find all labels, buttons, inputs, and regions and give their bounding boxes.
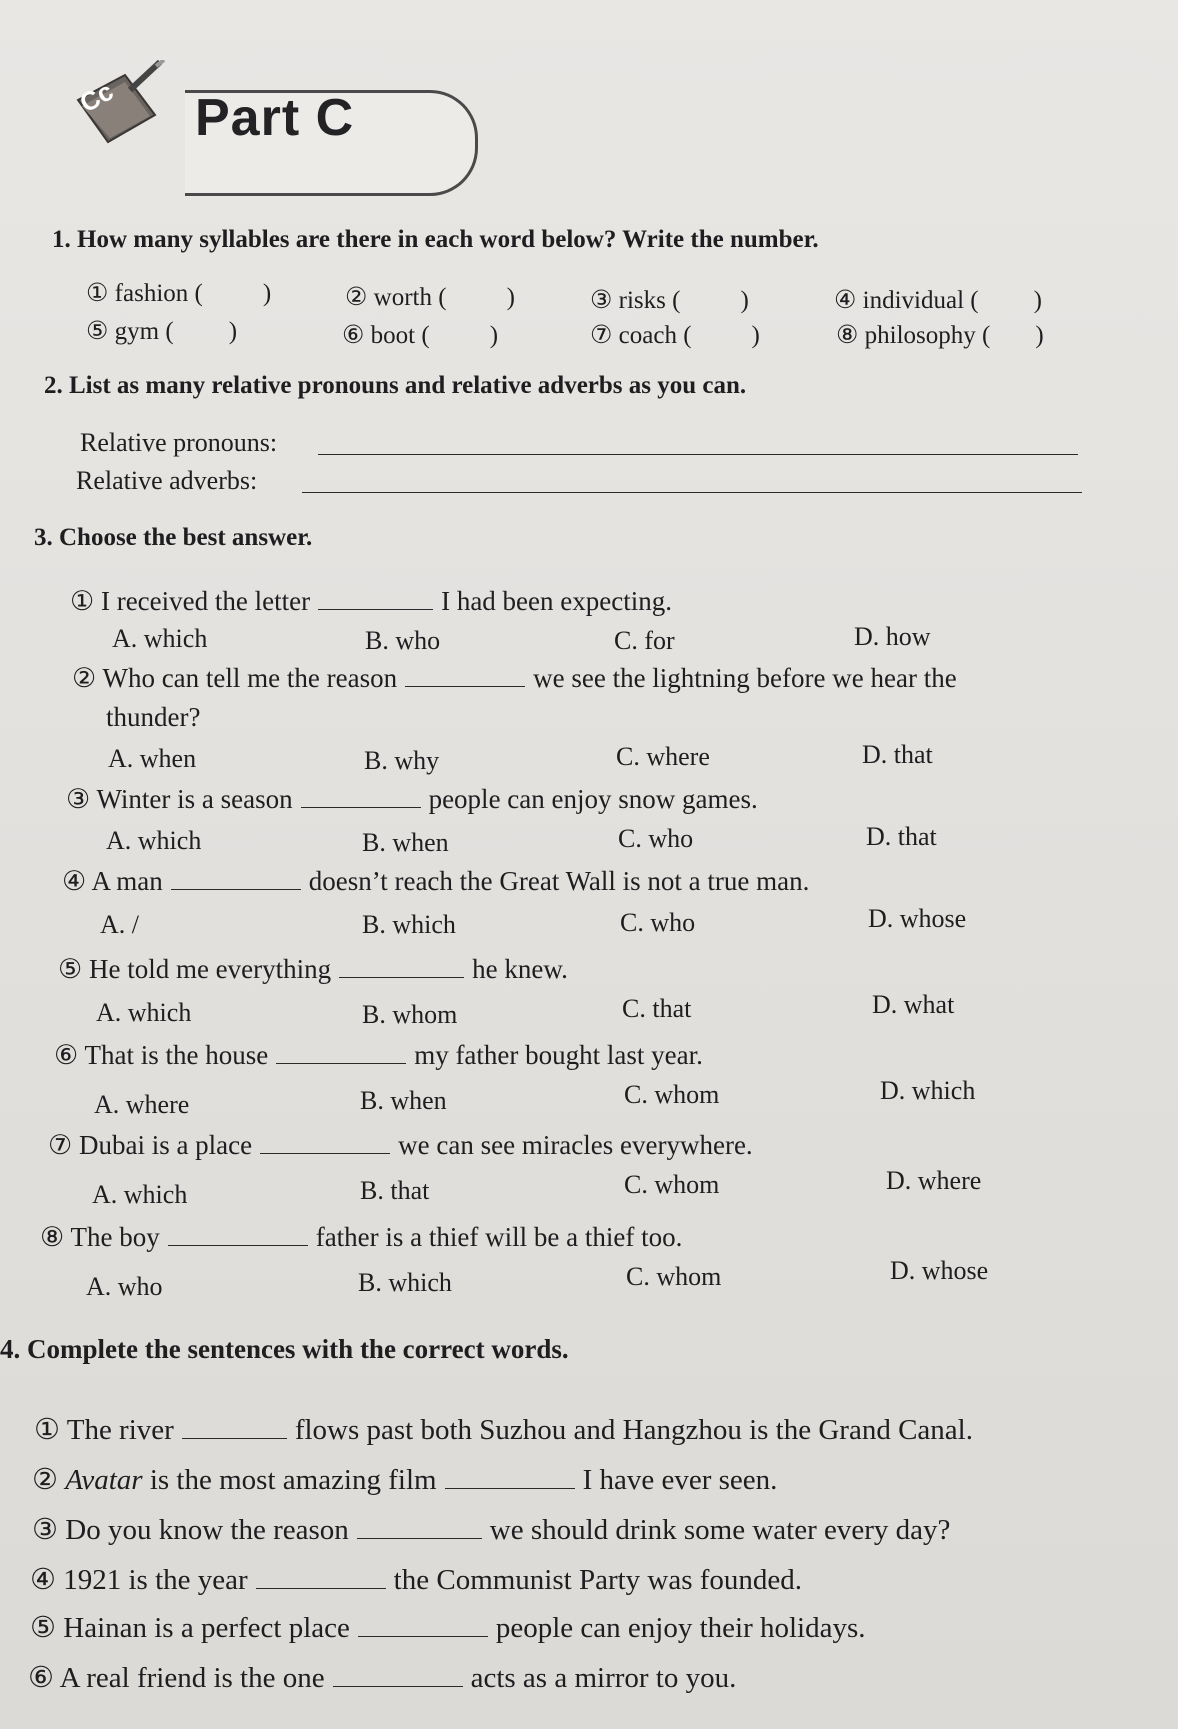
q3-question-2: ② Who can tell me the reason we see the lightning before we hear the — [72, 663, 957, 693]
q4-sentence-6: ⑥ A real friend is the one acts as a mirror to you. — [28, 1662, 737, 1694]
answer-blank[interactable] — [333, 1685, 463, 1687]
q3-title: 3. Choose the best answer. — [34, 524, 313, 551]
q1-item-7: ⑦ coach ( ) — [590, 322, 760, 349]
q3-question-6: ⑥ That is the house my father bought last year. — [54, 1040, 703, 1070]
q4-sentence-5: ⑤ Hainan is a perfect place people can enjoy their holidays. — [30, 1612, 866, 1644]
option-b[interactable]: B. which — [358, 1268, 452, 1297]
q2-title: 2. List as many relative pronouns and relative adverbs as you can. — [44, 372, 747, 399]
relative-adverbs-label: Relative adverbs: — [76, 466, 258, 495]
answer-blank[interactable] — [276, 1062, 406, 1064]
option-d[interactable]: D. how — [854, 622, 931, 651]
q1-row-1: ① fashion ( ) — [86, 280, 272, 307]
q3-question-4: ④ A man doesn’t reach the Great Wall is not a true man. — [62, 866, 810, 896]
option-a[interactable]: A. / — [100, 910, 139, 939]
answer-blank[interactable] — [405, 685, 525, 687]
option-d[interactable]: D. where — [886, 1166, 982, 1195]
page-title: Part C — [195, 89, 355, 147]
q1-item-2: ② worth ( ) — [345, 284, 515, 311]
q4-sentence-2: ② Avatar is the most amazing film I have ever seen. — [32, 1464, 778, 1496]
part-badge: Cc — [74, 75, 119, 119]
option-d[interactable]: D. that — [862, 740, 933, 769]
answer-blank[interactable] — [357, 1537, 482, 1539]
answer-blank[interactable] — [301, 806, 421, 808]
option-c[interactable]: C. who — [618, 824, 694, 853]
q1-item: ① fashion ( — [86, 280, 203, 307]
answer-blank[interactable] — [358, 1635, 488, 1637]
q3-question-5: ⑤ He told me everything he knew. — [58, 954, 568, 984]
q1-item-3: ③ risks ( ) — [590, 287, 749, 314]
option-d[interactable]: D. whose — [890, 1256, 989, 1285]
option-c[interactable]: C. who — [620, 908, 696, 937]
answer-blank[interactable] — [168, 1244, 308, 1246]
option-c[interactable]: C. whom — [626, 1262, 722, 1291]
answer-blank[interactable] — [445, 1487, 575, 1489]
answer-blank[interactable] — [182, 1437, 287, 1439]
option-b[interactable]: B. when — [362, 828, 449, 857]
option-b[interactable]: B. why — [364, 746, 440, 775]
option-a[interactable]: A. who — [86, 1272, 163, 1301]
q1-title: 1. How many syllables are there in each word below? Write the number. — [52, 226, 819, 253]
q1-item-5: ⑤ gym ( ) — [86, 318, 238, 345]
q4-sentence-3: ③ Do you know the reason we should drink some water every day? — [32, 1514, 951, 1546]
option-c[interactable]: C. whom — [624, 1170, 720, 1199]
option-b[interactable]: B. whom — [362, 1000, 458, 1029]
option-c[interactable]: C. whom — [624, 1080, 720, 1109]
q3-question-8: ⑧ The boy father is a thief will be a thief too. — [40, 1222, 683, 1252]
option-b[interactable]: B. who — [365, 626, 441, 655]
q3-question-1: ① I received the letter I had been expecting. — [70, 586, 672, 616]
option-b[interactable]: B. that — [360, 1176, 430, 1205]
q1-item-8: ⑧ philosophy ( ) — [836, 322, 1044, 349]
option-c[interactable]: C. where — [616, 742, 710, 771]
q4-sentence-4: ④ 1921 is the year the Communist Party was founded. — [30, 1564, 803, 1596]
option-d[interactable]: D. which — [880, 1076, 976, 1105]
option-c[interactable]: C. for — [614, 626, 675, 655]
relative-adverbs-answer-line[interactable] — [302, 492, 1082, 493]
option-a[interactable]: A. which — [96, 998, 192, 1027]
option-d[interactable]: D. whose — [868, 904, 967, 933]
answer-blank[interactable] — [339, 976, 464, 978]
option-d[interactable]: D. that — [866, 822, 937, 851]
q3-question-7: ⑦ Dubai is a place we can see miracles everywhere. — [48, 1130, 753, 1160]
option-a[interactable]: A. which — [106, 826, 202, 855]
option-a[interactable]: A. which — [92, 1180, 188, 1209]
q3-question-3: ③ Winter is a season people can enjoy snow games. — [66, 784, 758, 814]
q1-item-4: ④ individual ( ) — [834, 287, 1042, 314]
answer-blank[interactable] — [318, 608, 433, 610]
option-a[interactable]: A. which — [112, 624, 208, 653]
option-a[interactable]: A. when — [108, 744, 197, 773]
relative-pronouns-answer-line[interactable] — [318, 454, 1078, 455]
option-c[interactable]: C. that — [622, 994, 692, 1023]
option-d[interactable]: D. what — [872, 990, 955, 1019]
q1-item-6: ⑥ boot ( ) — [342, 322, 499, 349]
option-b[interactable]: B. when — [360, 1086, 447, 1115]
answer-blank[interactable] — [256, 1587, 386, 1589]
answer-blank[interactable] — [171, 888, 301, 890]
answer-blank[interactable] — [260, 1152, 390, 1154]
q4-title: 4. Complete the sentences with the correct words. — [0, 1334, 569, 1364]
option-a[interactable]: A. where — [94, 1090, 190, 1119]
relative-pronouns-label: Relative pronouns: — [80, 428, 278, 457]
q4-sentence-1: ① The river flows past both Suzhou and Hangzhou is the Grand Canal. — [34, 1414, 973, 1446]
option-b[interactable]: B. which — [362, 910, 456, 939]
q3-question-2-continued: thunder? — [106, 702, 201, 732]
